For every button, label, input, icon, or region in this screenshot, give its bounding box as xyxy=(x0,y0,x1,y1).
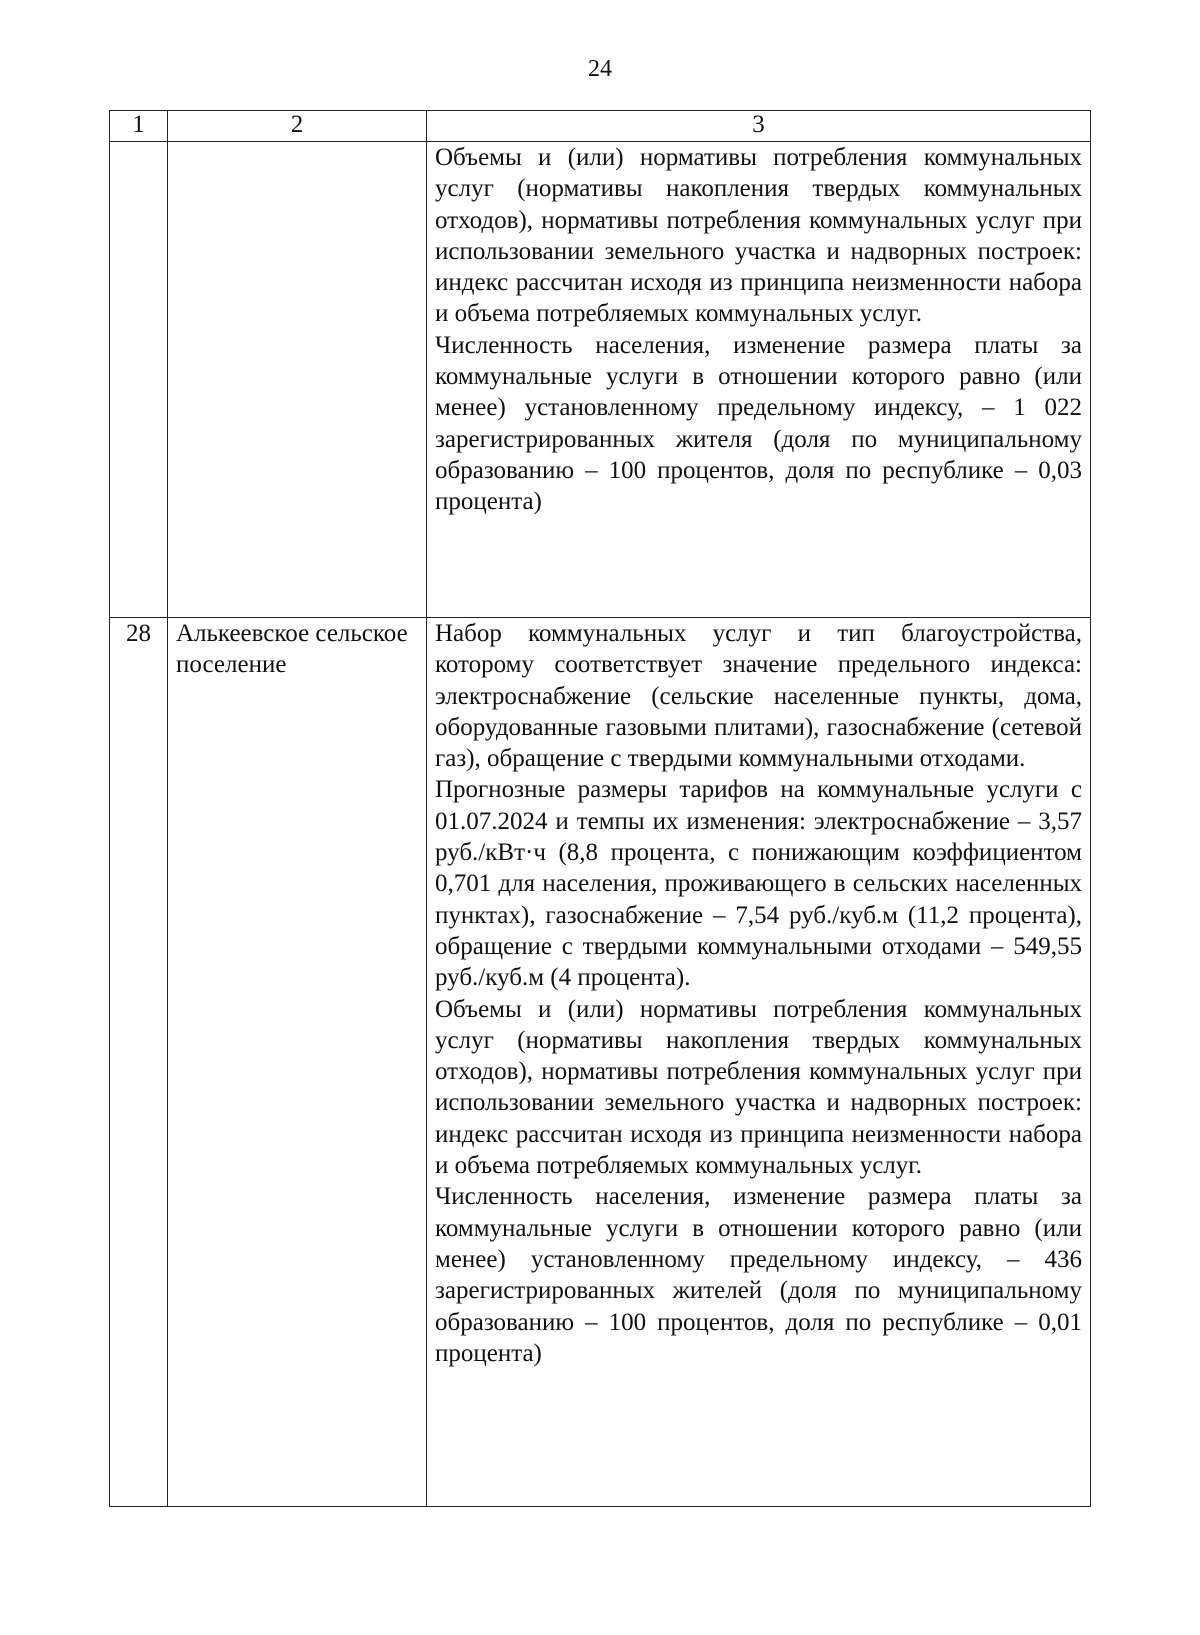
paragraph: Численность населения, изменение размера платы за коммунальные услуги в отношении которого равно (или менее) установленному предельному индексу, – 1 022 зарегистрированных жителя (доля по муниципальному образованию – 100 процентов, доля по республике – 0,03 процента) xyxy=(435,331,1082,516)
row-number-cell: 28 xyxy=(110,618,168,1507)
paragraph: Объемы и (или) нормативы потребления коммунальных услуг (нормативы накопления твердых коммунальных отходов), нормативы потребления коммунальных услуг при использовании земельного участка и надворных построек: индекс рассчитан исходя из принципа неизменности набора и объема потребляемых коммунальных услуг. xyxy=(435,144,1082,328)
page-number: 24 xyxy=(588,56,612,82)
description-cell xyxy=(427,142,1091,618)
paragraph: Прогнозные размеры тарифов на коммунальные услуги с 01.07.2024 и темпы их изменения: электроснабжение – 3,57 руб./кВт·ч (8,8 процента, с понижающим коэффициентом 0,701 для населения, проживающего в сельских населенных пунктах), газоснабжение – 7,54 руб./куб.м (11,2 процента), обращение с твердыми коммунальными отходами – 549,55 руб./куб.м (4 процента). xyxy=(435,776,1082,992)
paragraph: Численность населения, изменение размера платы за коммунальные услуги в отношении которого равно (или менее) установленному предельному индексу, – 436 зарегистрированных жителей (доля по муниципальному образованию – 100 процентов, доля по республике – 0,01 процента) xyxy=(435,1183,1082,1367)
settlement-name-cell: Алькеевское сельское поселение xyxy=(168,618,427,1507)
column-header-1: 1 xyxy=(110,111,168,142)
paragraph: Набор коммунальных услуг и тип благоустройства, которому соответствует значение предельного индекса: электроснабжение (сельские населенные пункты, дома, оборудованные газовыми плитами), газоснабжение (сетевой газ), обращение с твердыми коммунальными отходами. xyxy=(435,620,1082,773)
table-header-row xyxy=(110,111,1091,142)
table-row xyxy=(110,142,1091,618)
settlement-name-cell xyxy=(168,142,427,618)
column-header-2: 2 xyxy=(168,111,427,142)
column-header-3: 3 xyxy=(427,111,1091,142)
description-cell xyxy=(427,618,1091,1507)
row-number-cell xyxy=(110,142,168,618)
data-table xyxy=(109,110,1091,1507)
table-row xyxy=(110,618,1091,1507)
paragraph: Объемы и (или) нормативы потребления коммунальных услуг (нормативы накопления твердых коммунальных отходов), нормативы потребления коммунальных услуг при использовании земельного участка и надворных построек: индекс рассчитан исходя из принципа неизменности набора и объема потребляемых коммунальных услуг. xyxy=(435,995,1082,1180)
